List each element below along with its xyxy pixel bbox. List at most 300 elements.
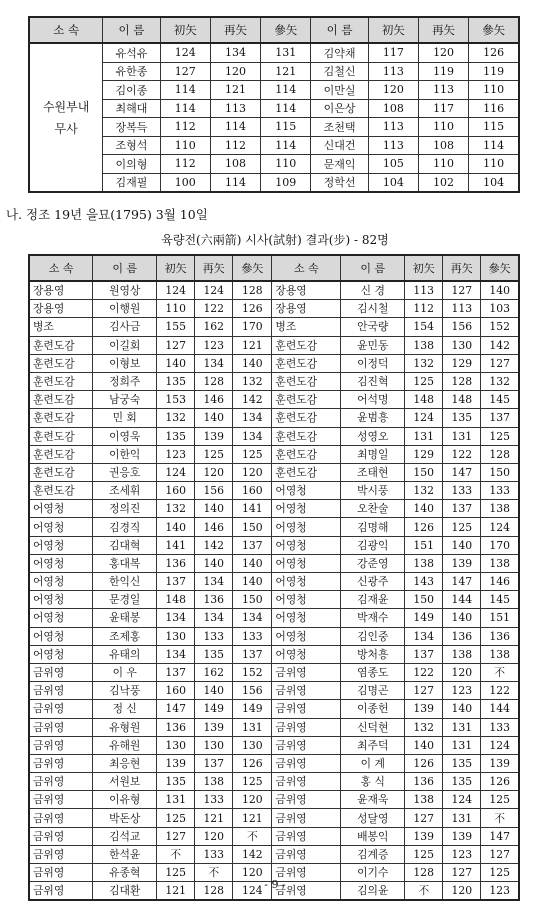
table-cell: 103 xyxy=(481,300,519,318)
table-row xyxy=(29,663,519,681)
table-row xyxy=(29,43,519,62)
table-cell: 114 xyxy=(210,118,260,137)
column-header: 參矢 xyxy=(481,255,519,281)
column-header: 이 름 xyxy=(103,17,160,43)
table-cell: 160 xyxy=(233,482,272,500)
table-row xyxy=(29,409,519,427)
table-cell: 138 xyxy=(405,554,443,572)
table-cell: 108 xyxy=(210,155,260,174)
column-header: 소 속 xyxy=(29,17,103,43)
table-cell: 135 xyxy=(443,754,481,772)
table-cell: 김석교 xyxy=(93,827,157,845)
table-cell: 126 xyxy=(469,43,519,62)
table-cell: 114 xyxy=(160,81,210,100)
table-cell: 140 xyxy=(157,518,195,536)
table-cell: 124 xyxy=(481,518,519,536)
table-row xyxy=(29,372,519,390)
table-cell: 145 xyxy=(481,391,519,409)
table-row xyxy=(29,173,519,192)
table-cell: 114 xyxy=(261,81,311,100)
table-cell: 113 xyxy=(210,99,260,118)
table-cell: 不 xyxy=(481,809,519,827)
table-cell: 130 xyxy=(195,736,233,754)
table-cell: 126 xyxy=(233,300,272,318)
table-cell: 120 xyxy=(195,827,233,845)
table-cell: 박돈상 xyxy=(93,809,157,827)
table-cell: 135 xyxy=(443,773,481,791)
page-number: - 9 - xyxy=(264,878,286,891)
table-cell: 150 xyxy=(233,591,272,609)
table-cell: 김진혁 xyxy=(341,372,405,390)
table-cell: 금위영 xyxy=(29,773,93,791)
table-cell: 127 xyxy=(405,809,443,827)
table-cell: 조세휘 xyxy=(93,482,157,500)
column-header: 初矢 xyxy=(368,17,418,43)
table-cell: 127 xyxy=(481,354,519,372)
table-row xyxy=(29,445,519,463)
table-cell: 123 xyxy=(157,445,195,463)
column-header: 이 름 xyxy=(311,17,368,43)
table-cell: 병조 xyxy=(272,318,341,336)
column-header: 소 속 xyxy=(29,255,93,281)
table-cell: 128 xyxy=(233,281,272,300)
table-cell: 153 xyxy=(157,391,195,409)
table-cell: 113 xyxy=(418,81,468,100)
table-cell: 민 회 xyxy=(93,409,157,427)
table-cell: 137 xyxy=(233,536,272,554)
table-cell: 120 xyxy=(195,463,233,481)
table-cell: 119 xyxy=(469,62,519,81)
table-cell: 139 xyxy=(405,827,443,845)
table-cell: 어영청 xyxy=(29,591,93,609)
table-cell: 원영상 xyxy=(93,281,157,300)
table-cell: 조형석 xyxy=(103,136,160,155)
table-cell: 108 xyxy=(418,136,468,155)
table-cell: 훈련도감 xyxy=(29,354,93,372)
table-cell: 이형보 xyxy=(93,354,157,372)
table-cell: 100 xyxy=(160,173,210,192)
table-cell: 146 xyxy=(195,518,233,536)
table-cell: 150 xyxy=(405,463,443,481)
table-cell: 119 xyxy=(418,62,468,81)
table-cell: 훈련도감 xyxy=(29,463,93,481)
table-cell: 금위영 xyxy=(272,663,341,681)
table-cell: 136 xyxy=(157,718,195,736)
table-cell: 어영청 xyxy=(272,609,341,627)
table-cell: 112 xyxy=(210,136,260,155)
table-cell: 128 xyxy=(481,445,519,463)
table-cell: 140 xyxy=(481,281,519,300)
table-cell: 어영청 xyxy=(272,536,341,554)
table-cell: 홍 식 xyxy=(341,773,405,791)
table-cell: 장용영 xyxy=(272,281,341,300)
table-cell: 김의윤 xyxy=(341,882,405,901)
table-cell: 금위영 xyxy=(29,882,93,901)
table-cell: 156 xyxy=(443,318,481,336)
table-cell: 이길회 xyxy=(93,336,157,354)
table-cell: 이행원 xyxy=(93,300,157,318)
table-cell: 금위영 xyxy=(29,864,93,882)
column-header: 再矢 xyxy=(443,255,481,281)
table-row xyxy=(29,573,519,591)
table-cell: 139 xyxy=(481,754,519,772)
table-row xyxy=(29,463,519,481)
column-header: 初矢 xyxy=(157,255,195,281)
table-cell: 147 xyxy=(481,827,519,845)
table-cell: 123 xyxy=(195,336,233,354)
table-cell: 136 xyxy=(481,627,519,645)
table-2-header xyxy=(29,255,519,281)
table-cell: 이종헌 xyxy=(341,700,405,718)
table-cell: 김대혁 xyxy=(93,536,157,554)
table-cell: 박시풍 xyxy=(341,482,405,500)
table-cell: 문경일 xyxy=(93,591,157,609)
table-cell: 162 xyxy=(195,318,233,336)
table-cell: 131 xyxy=(233,718,272,736)
table-cell: 123 xyxy=(443,845,481,863)
table-cell: 109 xyxy=(261,173,311,192)
table-cell: 120 xyxy=(233,791,272,809)
table-cell: 120 xyxy=(233,463,272,481)
table-cell: 유해원 xyxy=(93,736,157,754)
table-cell: 금위영 xyxy=(272,845,341,863)
table-cell: 154 xyxy=(405,318,443,336)
table-row xyxy=(29,536,519,554)
table-cell: 133 xyxy=(481,482,519,500)
table-cell: 113 xyxy=(405,281,443,300)
table-cell: 148 xyxy=(443,391,481,409)
table-cell: 131 xyxy=(443,736,481,754)
table-cell: 어영청 xyxy=(272,627,341,645)
table-cell: 138 xyxy=(405,791,443,809)
table-cell: 139 xyxy=(405,700,443,718)
table-cell: 훈련도감 xyxy=(29,409,93,427)
table-row xyxy=(29,300,519,318)
table-cell: 143 xyxy=(405,573,443,591)
table-cell: 135 xyxy=(157,773,195,791)
table-cell: 128 xyxy=(405,864,443,882)
column-header: 이 름 xyxy=(93,255,157,281)
table-cell: 122 xyxy=(405,663,443,681)
table-cell: 이의형 xyxy=(103,155,160,174)
table-cell: 박재수 xyxy=(341,609,405,627)
table-cell: 125 xyxy=(405,372,443,390)
table-row xyxy=(29,773,519,791)
table-cell: 120 xyxy=(210,62,260,81)
table-cell: 125 xyxy=(157,864,195,882)
table-cell: 160 xyxy=(157,482,195,500)
table-cell: 147 xyxy=(157,700,195,718)
table-cell: 134 xyxy=(233,609,272,627)
table-cell: 어영청 xyxy=(272,518,341,536)
table-cell: 141 xyxy=(157,536,195,554)
table-cell: 142 xyxy=(481,336,519,354)
table-cell: 110 xyxy=(418,118,468,137)
table-cell: 124 xyxy=(443,791,481,809)
table-cell: 117 xyxy=(418,99,468,118)
table-cell: 124 xyxy=(233,882,272,901)
table-cell: 이한익 xyxy=(93,445,157,463)
table-cell: 131 xyxy=(443,427,481,445)
table-cell: 113 xyxy=(368,118,418,137)
table-cell: 방처흥 xyxy=(341,645,405,663)
table-cell: 문재익 xyxy=(311,155,368,174)
table-cell: 142 xyxy=(195,536,233,554)
table-cell: 127 xyxy=(157,827,195,845)
table-cell: 140 xyxy=(195,682,233,700)
column-header: 再矢 xyxy=(418,17,468,43)
table-cell: 조제홍 xyxy=(93,627,157,645)
table-cell: 110 xyxy=(160,136,210,155)
table-cell: 127 xyxy=(481,845,519,863)
table-cell: 정 신 xyxy=(93,700,157,718)
table-cell: 110 xyxy=(418,155,468,174)
table-cell: 121 xyxy=(233,336,272,354)
table-cell: 137 xyxy=(195,754,233,772)
table-cell: 148 xyxy=(157,591,195,609)
table-cell: 133 xyxy=(233,627,272,645)
table-row xyxy=(29,482,519,500)
group-label: 수원부내 무사 xyxy=(29,43,103,192)
table-cell: 120 xyxy=(418,43,468,62)
table-cell: 윤범흥 xyxy=(341,409,405,427)
table-cell: 121 xyxy=(233,809,272,827)
table-cell: 156 xyxy=(195,482,233,500)
table-cell: 장용영 xyxy=(272,300,341,318)
table-cell: 127 xyxy=(157,336,195,354)
table-cell: 124 xyxy=(405,409,443,427)
table-cell: 134 xyxy=(195,609,233,627)
table-cell: 137 xyxy=(233,645,272,663)
table-cell: 130 xyxy=(157,627,195,645)
table-cell: 유한종 xyxy=(103,62,160,81)
table-cell: 한익신 xyxy=(93,573,157,591)
table-row xyxy=(29,318,519,336)
table-cell: 140 xyxy=(233,554,272,572)
table-cell: 김명해 xyxy=(341,518,405,536)
table-cell: 132 xyxy=(481,372,519,390)
table-cell: 104 xyxy=(368,173,418,192)
table-cell: 149 xyxy=(405,609,443,627)
table-row xyxy=(29,827,519,845)
column-header: 參矢 xyxy=(261,17,311,43)
table-cell: 배봉익 xyxy=(341,827,405,845)
table-cell: 134 xyxy=(157,645,195,663)
table-cell: 금위영 xyxy=(29,700,93,718)
table-cell: 금위영 xyxy=(29,754,93,772)
table-cell: 김대환 xyxy=(93,882,157,901)
table-cell: 128 xyxy=(195,372,233,390)
table-cell: 140 xyxy=(405,736,443,754)
table-cell: 134 xyxy=(233,427,272,445)
table-cell: 정의진 xyxy=(93,500,157,518)
table-cell: 장용영 xyxy=(29,300,93,318)
table-cell: 121 xyxy=(157,882,195,901)
table-row xyxy=(29,645,519,663)
table-cell: 김경직 xyxy=(93,518,157,536)
table-cell: 114 xyxy=(469,136,519,155)
table-cell: 한석윤 xyxy=(93,845,157,863)
table-row xyxy=(29,336,519,354)
table-cell: 134 xyxy=(157,609,195,627)
table-cell: 120 xyxy=(443,882,481,901)
table-cell: 120 xyxy=(443,663,481,681)
table-cell: 116 xyxy=(469,99,519,118)
table-cell: 125 xyxy=(405,845,443,863)
table-cell: 140 xyxy=(195,500,233,518)
table-cell: 124 xyxy=(160,43,210,62)
table-cell: 152 xyxy=(233,663,272,681)
table-cell: 156 xyxy=(233,682,272,700)
table-cell: 어영청 xyxy=(272,573,341,591)
table-cell: 140 xyxy=(443,536,481,554)
table-cell: 115 xyxy=(261,118,311,137)
table-cell: 138 xyxy=(195,773,233,791)
table-cell: 140 xyxy=(195,409,233,427)
table-row xyxy=(29,427,519,445)
table-cell: 132 xyxy=(157,409,195,427)
table-row xyxy=(29,62,519,81)
section-title: 나. 정조 19년 을묘(1795) 3월 10일 xyxy=(6,207,208,222)
table-cell: 131 xyxy=(443,809,481,827)
table-cell: 김재윤 xyxy=(341,591,405,609)
table-cell: 금위영 xyxy=(272,864,341,882)
table-cell: 140 xyxy=(405,500,443,518)
table-row xyxy=(29,591,519,609)
table-cell: 113 xyxy=(368,136,418,155)
table-cell: 134 xyxy=(233,409,272,427)
table-cell: 122 xyxy=(481,682,519,700)
table-cell: 훈련도감 xyxy=(29,336,93,354)
table-cell: 132 xyxy=(405,354,443,372)
table-cell: 不 xyxy=(195,864,233,882)
table-cell: 이영욱 xyxy=(93,427,157,445)
table-cell: 금위영 xyxy=(29,663,93,681)
table-cell: 135 xyxy=(157,372,195,390)
table-cell: 140 xyxy=(157,354,195,372)
table-cell: 성달영 xyxy=(341,809,405,827)
table-cell: 125 xyxy=(481,864,519,882)
table-cell: 어석명 xyxy=(341,391,405,409)
column-header: 參矢 xyxy=(233,255,272,281)
table-cell: 125 xyxy=(157,809,195,827)
table-cell: 152 xyxy=(481,318,519,336)
table-cell: 훈련도감 xyxy=(272,372,341,390)
table-cell: 129 xyxy=(443,354,481,372)
table-row xyxy=(29,845,519,863)
table-cell: 어영청 xyxy=(29,627,93,645)
table-cell: 150 xyxy=(233,518,272,536)
table-cell: 110 xyxy=(469,155,519,174)
table-cell: 신대건 xyxy=(311,136,368,155)
table-cell: 훈련도감 xyxy=(272,463,341,481)
table-1 xyxy=(28,16,520,193)
table-cell: 윤민동 xyxy=(341,336,405,354)
table-cell: 115 xyxy=(469,118,519,137)
table-cell: 112 xyxy=(160,155,210,174)
table-cell: 162 xyxy=(195,663,233,681)
table-cell: 125 xyxy=(443,518,481,536)
table-cell: 금위영 xyxy=(29,809,93,827)
table-cell: 127 xyxy=(443,864,481,882)
table-cell: 105 xyxy=(368,155,418,174)
table-cell: 윤태봉 xyxy=(93,609,157,627)
table-cell: 130 xyxy=(443,336,481,354)
table-1-body xyxy=(29,43,519,192)
column-header: 初矢 xyxy=(160,17,210,43)
table-cell: 137 xyxy=(405,645,443,663)
table-cell: 139 xyxy=(157,754,195,772)
table-2-title: 육량전(六兩箭) 시사(試射) 결과(步) - 82명 xyxy=(161,233,389,247)
table-cell: 장복득 xyxy=(103,118,160,137)
table-cell: 김시철 xyxy=(341,300,405,318)
table-cell: 140 xyxy=(233,354,272,372)
table-cell: 170 xyxy=(233,318,272,336)
table-cell: 155 xyxy=(157,318,195,336)
table-row xyxy=(29,81,519,100)
table-cell: 안국량 xyxy=(341,318,405,336)
table-cell: 不 xyxy=(233,827,272,845)
table-cell: 不 xyxy=(157,845,195,863)
table-cell: 125 xyxy=(481,427,519,445)
table-cell: 금위영 xyxy=(272,754,341,772)
table-row xyxy=(29,155,519,174)
table-cell: 김재필 xyxy=(103,173,160,192)
table-cell: 126 xyxy=(481,773,519,791)
table-cell: 133 xyxy=(195,627,233,645)
table-cell: 144 xyxy=(481,700,519,718)
table-cell: 121 xyxy=(261,62,311,81)
table-cell: 성영오 xyxy=(341,427,405,445)
table-cell: 127 xyxy=(160,62,210,81)
table-cell: 151 xyxy=(405,536,443,554)
column-header: 再矢 xyxy=(210,17,260,43)
table-cell: 146 xyxy=(481,573,519,591)
table-cell: 김이종 xyxy=(103,81,160,100)
table-cell: 132 xyxy=(405,482,443,500)
table-cell: 132 xyxy=(157,500,195,518)
table-cell: 124 xyxy=(157,463,195,481)
table-cell: 139 xyxy=(195,718,233,736)
table-cell: 최명일 xyxy=(341,445,405,463)
table-cell: 135 xyxy=(157,427,195,445)
table-cell: 120 xyxy=(368,81,418,100)
table-cell: 서원보 xyxy=(93,773,157,791)
table-cell: 조태현 xyxy=(341,463,405,481)
table-cell: 160 xyxy=(157,682,195,700)
table-row xyxy=(29,99,519,118)
table-cell: 신덕현 xyxy=(341,718,405,736)
table-cell: 정학선 xyxy=(311,173,368,192)
table-cell: 149 xyxy=(195,700,233,718)
table-cell: 오찬술 xyxy=(341,500,405,518)
table-cell: 127 xyxy=(443,281,481,300)
table-cell: 금위영 xyxy=(272,809,341,827)
table-cell: 어영청 xyxy=(29,554,93,572)
table-cell: 140 xyxy=(443,609,481,627)
table-cell: 김계증 xyxy=(341,845,405,863)
table-row xyxy=(29,136,519,155)
table-cell: 136 xyxy=(443,627,481,645)
table-cell: 139 xyxy=(443,827,481,845)
table-cell: 147 xyxy=(443,463,481,481)
table-row xyxy=(29,554,519,572)
table-cell: 114 xyxy=(261,99,311,118)
table-cell: 어영청 xyxy=(29,573,93,591)
table-cell: 140 xyxy=(195,554,233,572)
table-cell: 최응현 xyxy=(93,754,157,772)
table-cell: 금위영 xyxy=(272,718,341,736)
